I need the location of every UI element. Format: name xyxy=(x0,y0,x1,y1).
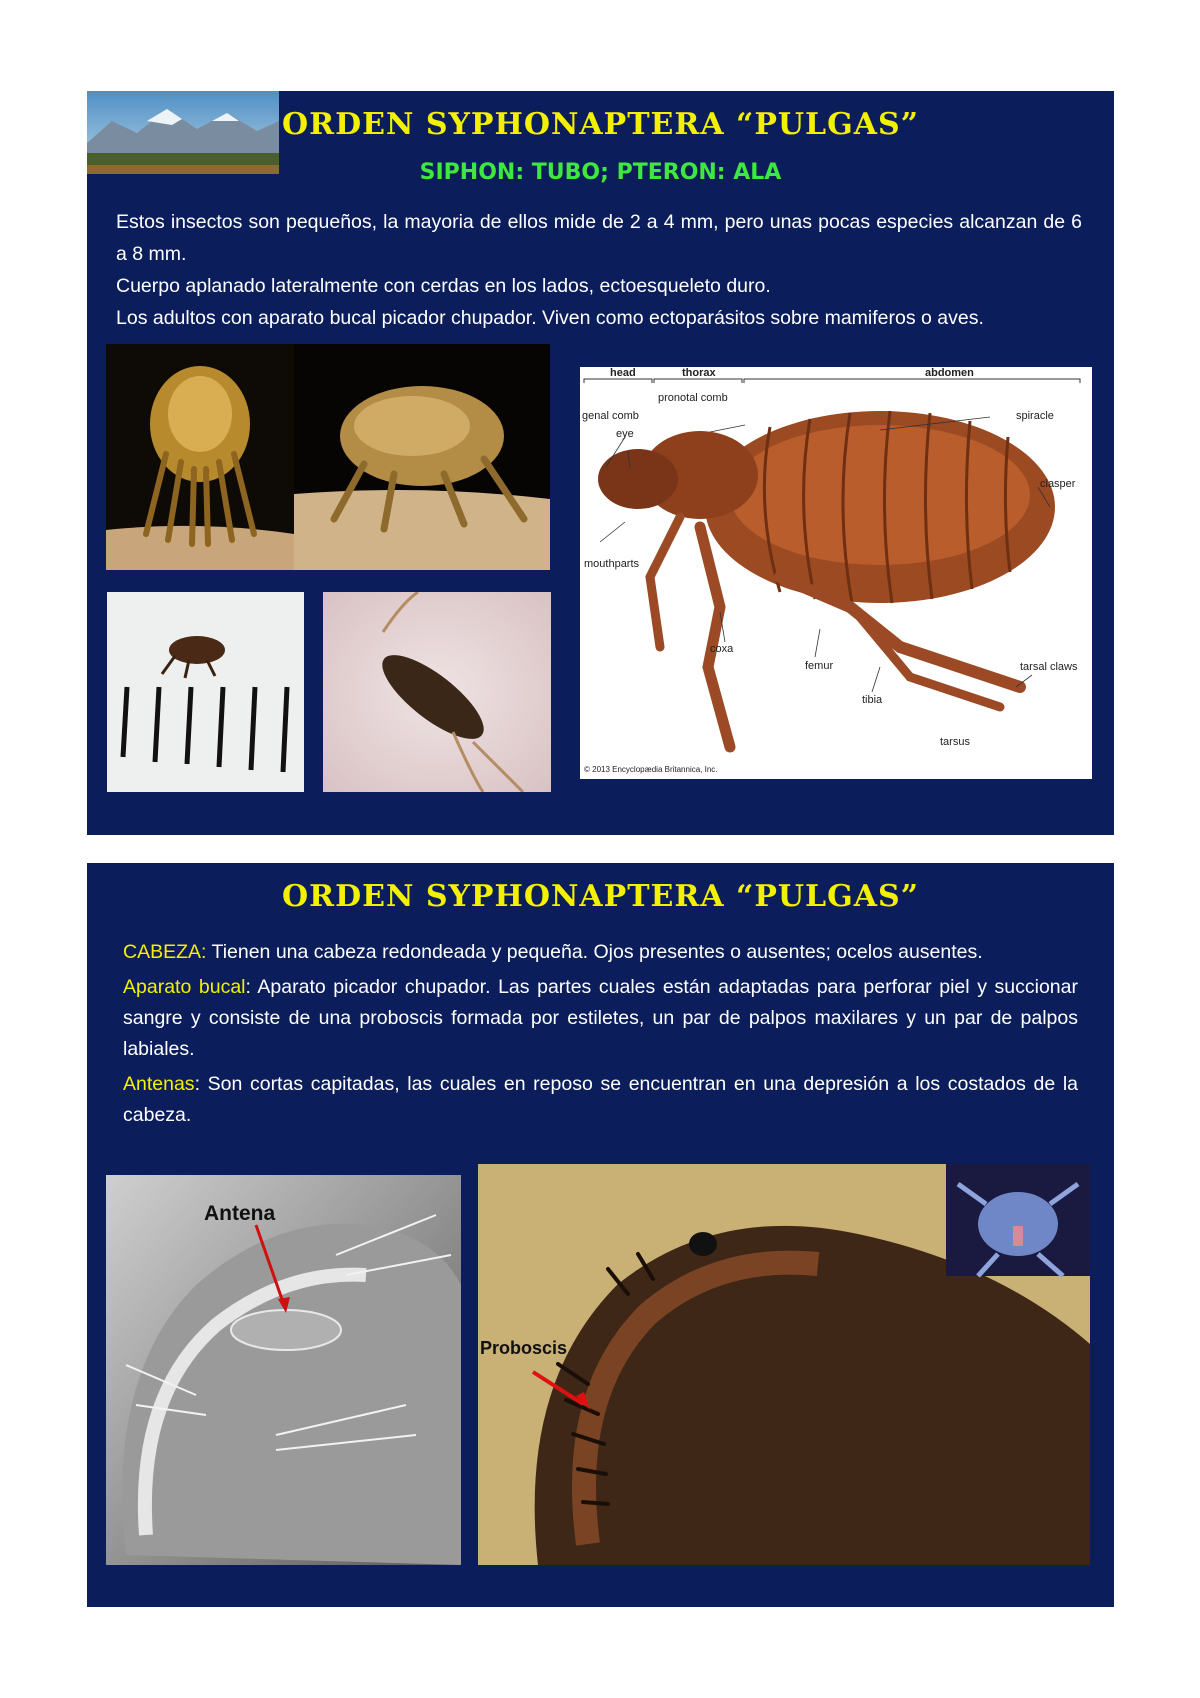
label-pronotal-comb: pronotal comb xyxy=(658,392,728,404)
label-mouthparts: mouthparts xyxy=(584,558,640,570)
aparato-bucal-text: : Aparato picador chupador. Las partes cuales están adaptadas para perforar piel y succionar sangre y consiste de una proboscis formada por estiletes, un par de palpos maxilares y un par de palpos labiales. xyxy=(123,976,1078,1060)
aparato-bucal-label: Aparato bucal xyxy=(123,976,246,998)
flea-on-ruler-photo xyxy=(107,592,304,792)
antenas-label: Antenas xyxy=(123,1073,195,1095)
flea-side-view-photo xyxy=(294,344,550,570)
flea-front-view-photo xyxy=(106,344,294,570)
intro-text xyxy=(116,206,1082,334)
label-thorax: thorax xyxy=(682,367,716,379)
slide-title: ORDEN SYPHONAPTERA “PULGAS” xyxy=(282,879,919,914)
body-paragraph: Cuerpo aplanado lateralmente con cerdas en los lados, ectoesqueleto duro. xyxy=(116,275,771,297)
flea-head-sem-photo xyxy=(106,1175,461,1565)
flea-blue-sem-inset xyxy=(946,1164,1090,1276)
flea-proboscis-photo xyxy=(478,1164,1090,1565)
label-head: head xyxy=(610,367,636,379)
label-genal-comb: genal comb xyxy=(582,410,639,422)
antenas-paragraph xyxy=(123,1069,1078,1131)
slide-title: ORDEN SYPHONAPTERA “PULGAS” xyxy=(282,107,919,142)
diagram-copyright: © 2013 Encyclopædia Britannica, Inc. xyxy=(584,765,718,774)
label-spiracle: spiracle xyxy=(1016,410,1054,422)
label-tibia: tibia xyxy=(862,694,883,706)
antena-label: Antena xyxy=(204,1202,276,1225)
label-tarsal-claws: tarsal claws xyxy=(1020,661,1078,673)
label-tarsus: tarsus xyxy=(940,736,970,748)
slide-subtitle: SIPHON: TUBO; PTERON: ALA xyxy=(419,160,782,185)
flea-closeup-photo xyxy=(323,592,551,792)
label-abdomen: abdomen xyxy=(925,367,974,379)
antenas-text: : Son cortas capitadas, las cuales en reposo se encuentran en una depresión a los costados de la cabeza. xyxy=(123,1073,1078,1126)
cabeza-text: Tienen una cabeza redondeada y pequeña. Ojos presentes o ausentes; ocelos ausentes. xyxy=(206,941,983,963)
cabeza-paragraph xyxy=(123,937,1078,968)
slide-2 xyxy=(87,863,1114,1607)
label-coxa: coxa xyxy=(710,643,734,655)
aparato-bucal-paragraph xyxy=(123,972,1078,1065)
cabeza-label: CABEZA: xyxy=(123,941,207,963)
size-paragraph: Estos insectos son pequeños, la mayoria de ellos mide de 2 a 4 mm, pero unas pocas especies alcanzan de 6 a 8 mm. xyxy=(116,211,1082,265)
label-clasper: clasper xyxy=(1040,478,1076,490)
flea-anatomy-diagram xyxy=(580,367,1092,779)
label-eye: eye xyxy=(616,428,634,440)
proboscis-label: Proboscis xyxy=(480,1338,568,1358)
mouthparts-paragraph: Los adultos con aparato bucal picador chupador. Viven como ectoparásitos sobre mamiferos o aves. xyxy=(116,307,984,329)
slide-1 xyxy=(87,91,1114,835)
head-description xyxy=(123,937,1078,1131)
label-femur: femur xyxy=(805,660,834,672)
